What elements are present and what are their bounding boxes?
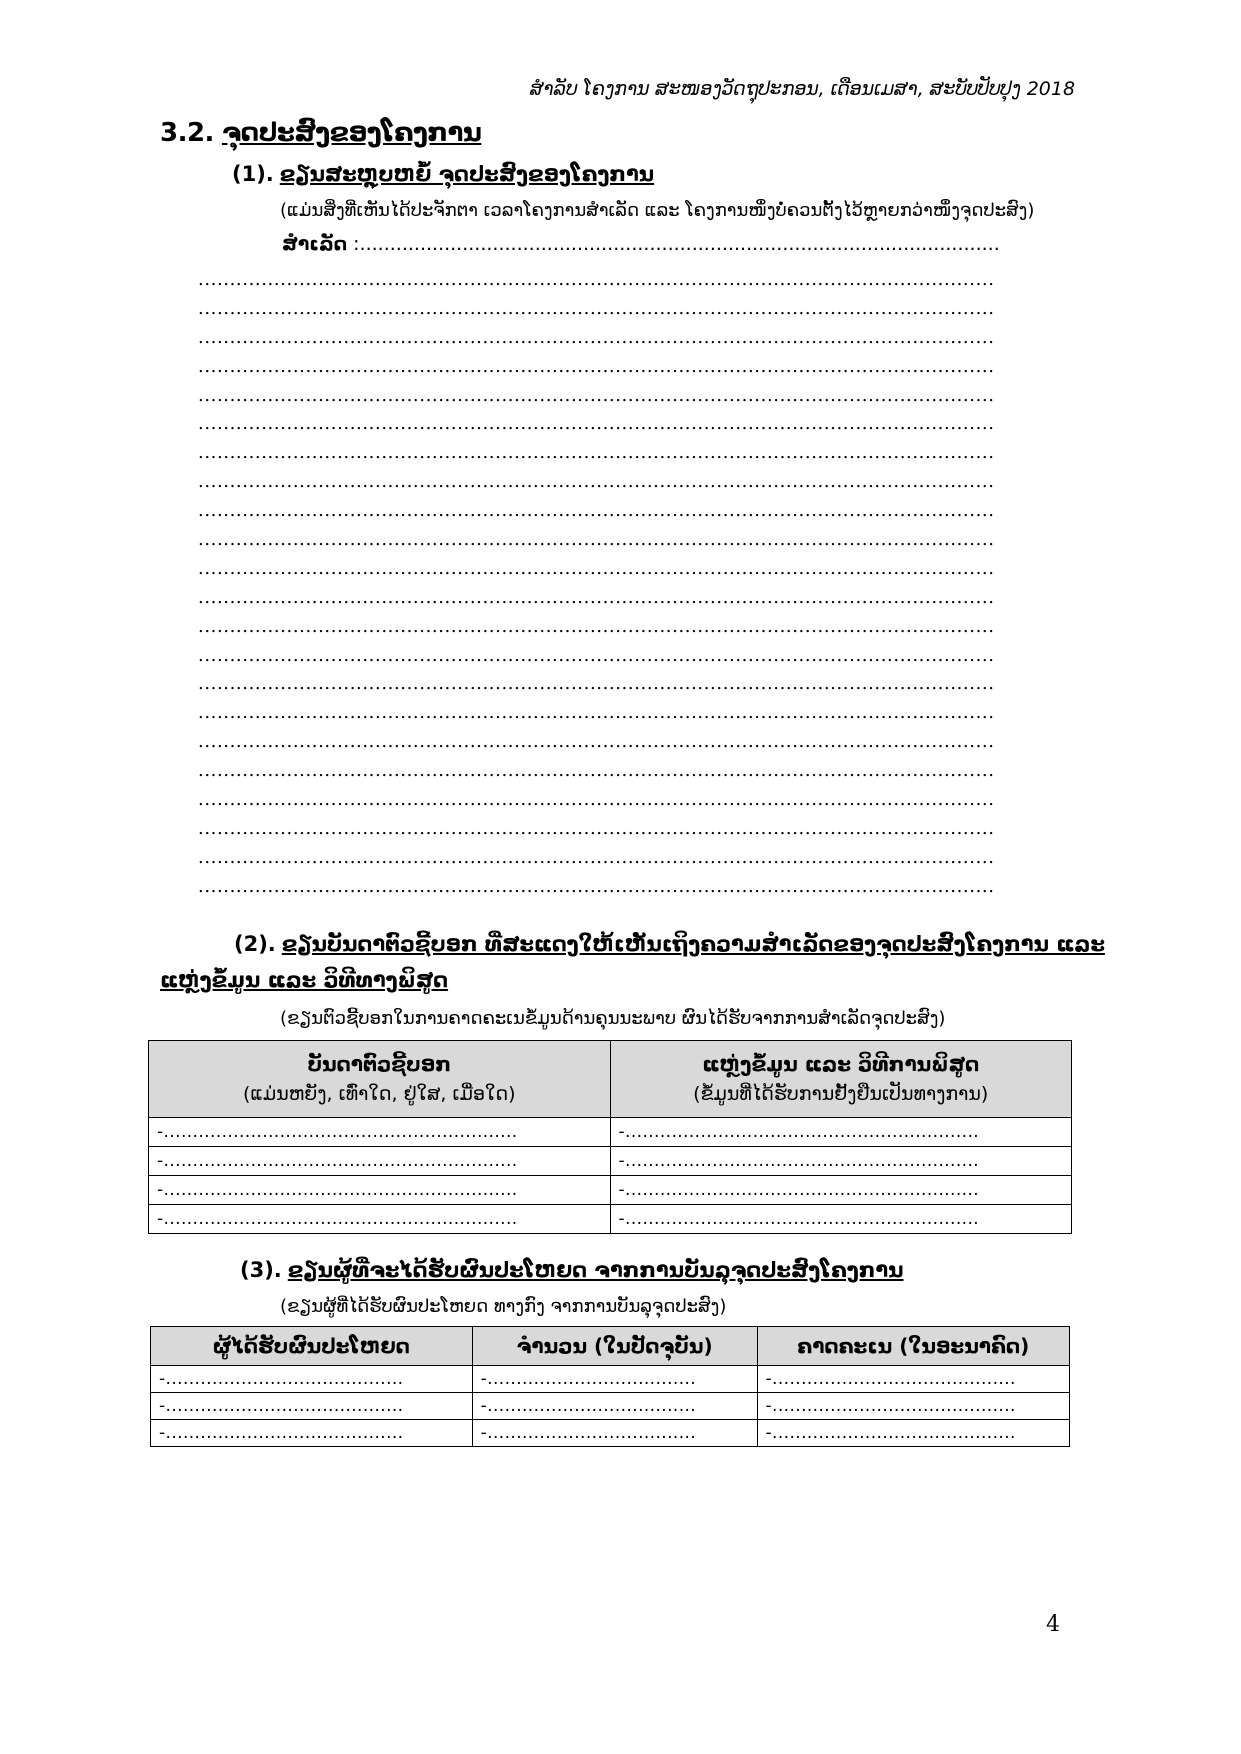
table-cell[interactable]: -............................................................. — [149, 1147, 611, 1176]
sources-column-title: ແຫຼ່ງຂໍ້ມູນ ແລະ ວິທີການພິສູດ — [702, 1052, 980, 1076]
table-cell[interactable]: -.......................................... — [757, 1393, 1069, 1420]
table-row — [149, 1176, 1072, 1205]
sources-column-header — [610, 1041, 1072, 1118]
dotted-line: .............................................................................................................................. — [198, 413, 995, 435]
section-title — [160, 118, 481, 148]
table-cell[interactable]: -.................................... — [472, 1393, 757, 1420]
table-cell[interactable]: -............................................................. — [149, 1118, 611, 1147]
success-line[interactable] — [282, 233, 1058, 255]
part1-number: (1). — [232, 162, 274, 186]
table-header-row — [151, 1327, 1070, 1366]
dotted-line: .............................................................................................................................. — [198, 384, 995, 406]
part2-number: (2). — [234, 932, 276, 956]
table-row — [149, 1118, 1072, 1147]
table-header-row — [149, 1041, 1072, 1118]
part1-note: (ແມ່ນສິ່ງທີ່ເຫັນໄດ້ປະຈັກຕາ ເວລາໂຄງການສຳເລັດ ແລະ ໂຄງການໜຶ່ງບໍ່ຄວນຕັ້ງໄວ້ຫຼາຍກວ່າໜຶ່ງຈຸດປະສົງ) — [280, 200, 1035, 221]
page-number: 4 — [1046, 1612, 1060, 1637]
table-cell[interactable]: -............................................................. — [610, 1205, 1072, 1234]
table-cell[interactable]: -......................................... — [151, 1366, 473, 1393]
dotted-line: .............................................................................................................................. — [198, 586, 995, 608]
table-cell[interactable]: -......................................... — [151, 1420, 473, 1447]
dotted-line: .............................................................................................................................. — [198, 615, 995, 637]
indicators-column-title: ບັນດາຕົວຊີ້ບອກ — [307, 1052, 451, 1076]
indicators-table — [148, 1040, 1072, 1234]
table-row — [151, 1420, 1070, 1447]
part2-title-line2: ແຫຼ່ງຂໍ້ມູນ ແລະ ວິທີທາງພິສູດ — [160, 968, 449, 992]
beneficiaries-table — [150, 1326, 1070, 1447]
table-cell[interactable]: -............................................................. — [610, 1118, 1072, 1147]
dotted-line: .............................................................................................................................. — [198, 702, 995, 724]
dotted-line: .............................................................................................................................. — [198, 355, 995, 377]
part3-title: ຂຽນຜູ້ທີ່ຈະໄດ້ຮັບຜົນປະໂຫຍດ ຈາກການບັນລຸຈຸດປະສົງໂຄງການ — [287, 1258, 904, 1282]
indicators-column-header — [149, 1041, 611, 1118]
dotted-writing-area[interactable] — [198, 266, 1058, 902]
section-number: 3.2. — [160, 118, 214, 148]
current-count-column-header: ຈຳນວນ (ໃນປັດຈຸບັນ) — [472, 1327, 757, 1366]
table-cell[interactable]: -............................................................. — [610, 1176, 1072, 1205]
indicators-column-subtitle: (ແມ່ນຫຍັງ, ເທົ່າໃດ, ຢູ່ໃສ, ເມື່ອໃດ) — [242, 1083, 516, 1105]
success-fill: :.......................................................................................................... — [347, 233, 1000, 255]
dotted-line: .............................................................................................................................. — [198, 731, 995, 753]
beneficiary-column-header: ຜູ້ໄດ້ຮັບຜົນປະໂຫຍດ — [151, 1327, 473, 1366]
table-cell[interactable]: -............................................................. — [149, 1205, 611, 1234]
dotted-line: .............................................................................................................................. — [198, 297, 995, 319]
part3-note: (ຂຽນຜູ້ທີ່ໄດ້ຮັບຜົນປະໂຫຍດ ທາງກົງ ຈາກການບັນລຸຈຸດປະສົງ) — [280, 1296, 727, 1317]
table-cell[interactable]: -.................................... — [472, 1366, 757, 1393]
dotted-line: .............................................................................................................................. — [198, 529, 995, 551]
dotted-line: .............................................................................................................................. — [198, 817, 995, 839]
table-cell[interactable]: -......................................... — [151, 1393, 473, 1420]
dotted-line: .............................................................................................................................. — [198, 673, 995, 695]
part2-heading — [234, 932, 1105, 956]
part3-heading — [240, 1258, 904, 1282]
table-cell[interactable]: -............................................................. — [149, 1176, 611, 1205]
dotted-line: .............................................................................................................................. — [198, 760, 995, 782]
dotted-line: .............................................................................................................................. — [198, 471, 995, 493]
part2-title-line1: ຂຽນບັນດາຕົວຊີ້ບອກ ທີ່ສະແດງໃຫ້ເຫັນເຖິງຄວາມສຳເລັດຂອງຈຸດປະສົງໂຄງການ ແລະ — [281, 932, 1105, 956]
section-title-text: ຈຸດປະສົງຂອງໂຄງການ — [221, 118, 482, 148]
part2-note: (ຂຽນຕົວຊີ້ບອກໃນການຄາດຄະເນຂໍ້ມູນດ້ານຄຸນນະພາບ ຜົນໄດ້ຮັບຈາກການສຳເລັດຈຸດປະສົງ) — [280, 1008, 946, 1029]
dotted-line: .............................................................................................................................. — [198, 269, 995, 290]
table-cell[interactable]: -.................................... — [472, 1420, 757, 1447]
dotted-line: .............................................................................................................................. — [198, 326, 995, 348]
dotted-line: .............................................................................................................................. — [198, 789, 995, 811]
table-cell[interactable]: -.......................................... — [757, 1420, 1069, 1447]
success-label: ສຳເລັດ — [282, 233, 348, 255]
dotted-line: .............................................................................................................................. — [198, 644, 995, 666]
dotted-line: .............................................................................................................................. — [198, 875, 995, 897]
table-row — [149, 1147, 1072, 1176]
dotted-line: .............................................................................................................................. — [198, 442, 995, 464]
table-row — [151, 1366, 1070, 1393]
part1-title: ຂຽນສະຫຼຸບຫຍໍ້ ຈຸດປະສົງຂອງໂຄງການ — [279, 162, 655, 186]
part3-number: (3). — [240, 1258, 282, 1282]
table-row — [149, 1205, 1072, 1234]
dotted-line: .............................................................................................................................. — [198, 846, 995, 868]
table-row — [151, 1393, 1070, 1420]
table-cell[interactable]: -.......................................... — [757, 1366, 1069, 1393]
part1-heading — [232, 162, 654, 186]
dotted-line: .............................................................................................................................. — [198, 500, 995, 522]
running-header: ສຳລັບ ໂຄງການ ສະໜອງວັດຖຸປະກອນ, ເດືອນເມສາ, ສະບັບປັບປຸງ 2018 — [530, 78, 1076, 100]
table-cell[interactable]: -............................................................. — [610, 1147, 1072, 1176]
sources-column-subtitle: (ຂໍ້ມູນທີ່ໄດ້ຮັບການຢັ້ງຢືນເປັນທາງການ) — [693, 1083, 989, 1105]
forecast-column-header: ຄາດຄະເນ (ໃນອະນາຄົດ) — [757, 1327, 1069, 1366]
dotted-line: .............................................................................................................................. — [198, 557, 995, 579]
